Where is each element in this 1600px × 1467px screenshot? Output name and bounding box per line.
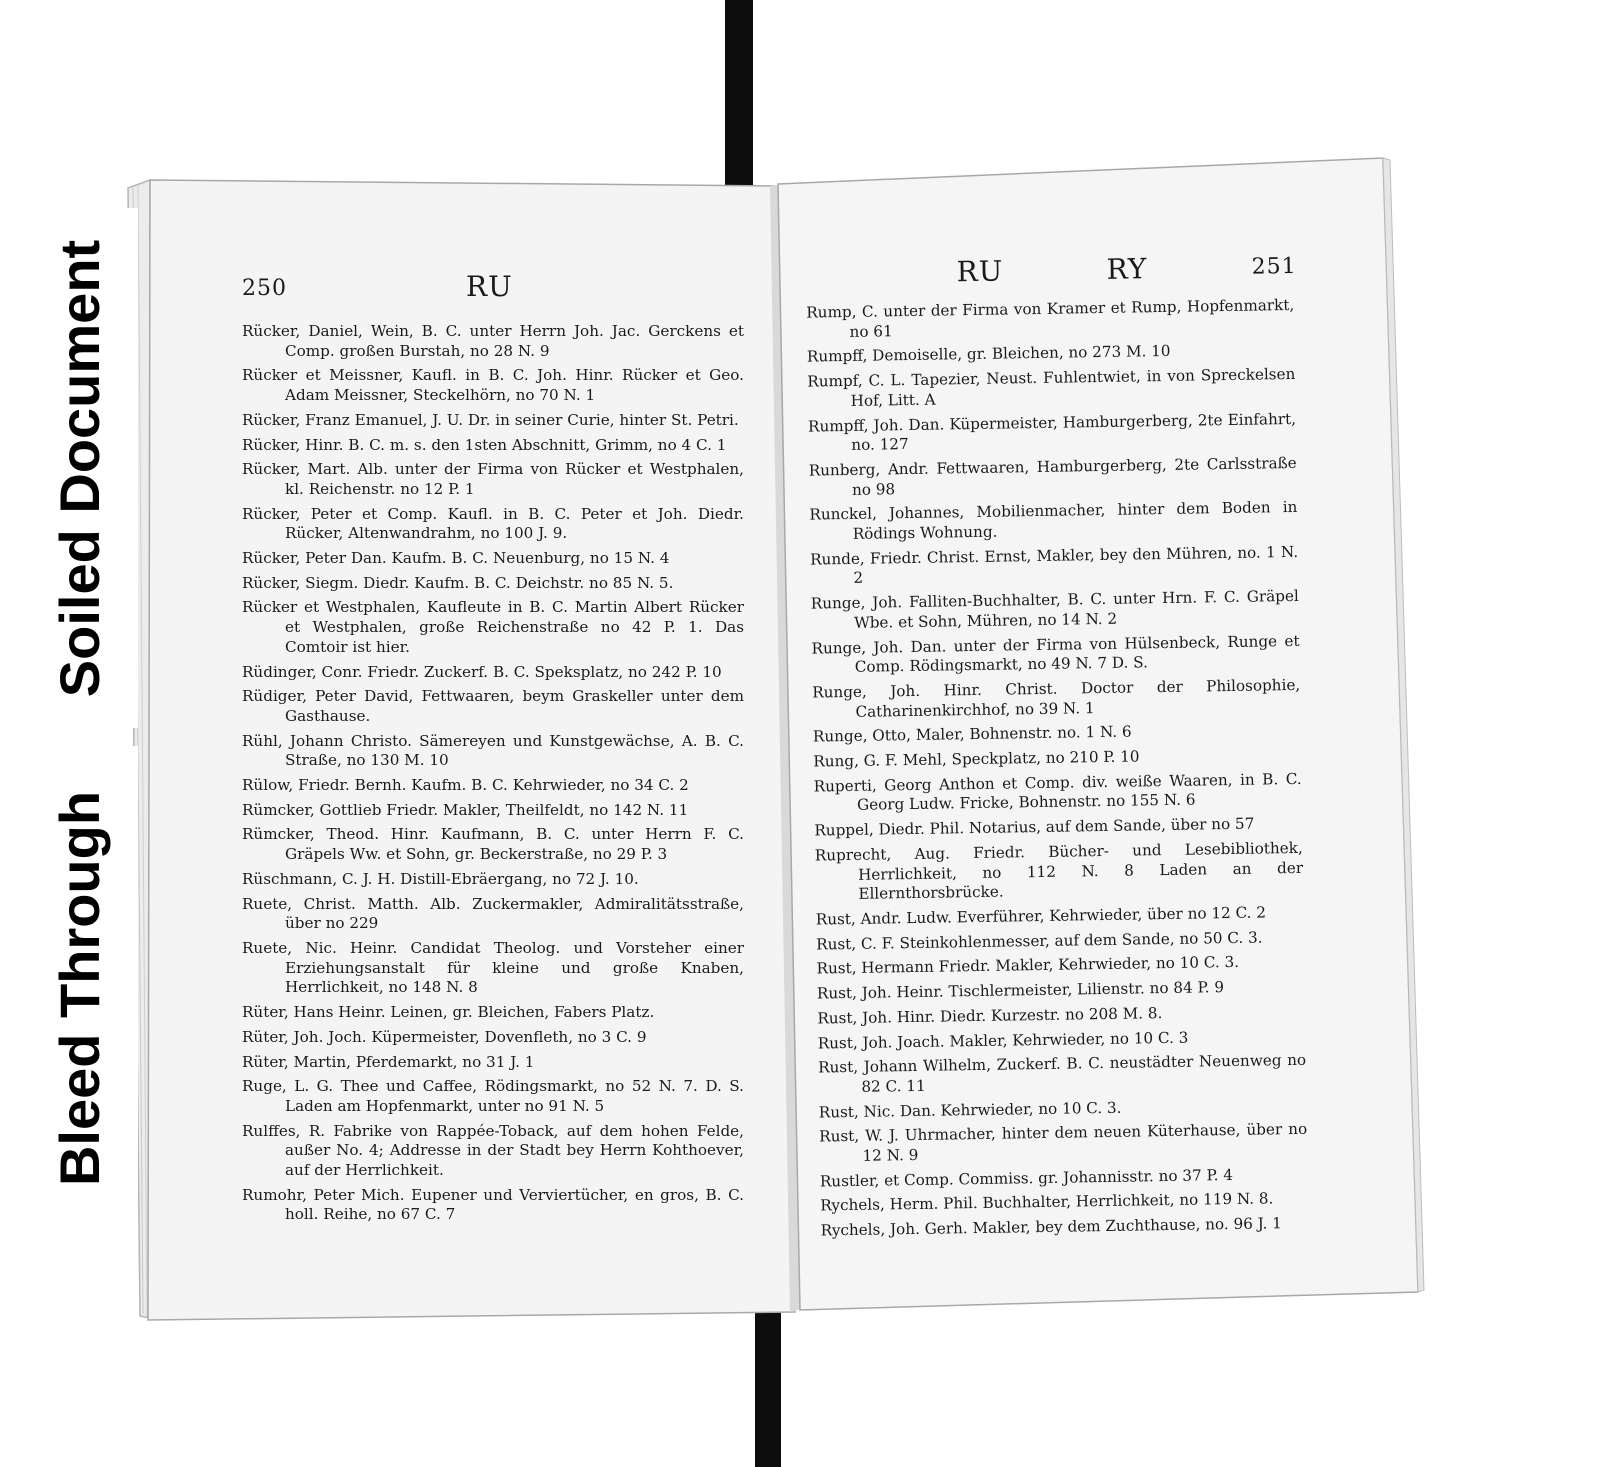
directory-entry: Rücker, Franz Emanuel, J. U. Dr. in seiner Curie, hinter St. Petri. (242, 410, 739, 429)
directory-entry: Rüdinger, Conr. Friedr. Zuckerf. B. C. Speksplatz, no 242 P. 10 (242, 662, 722, 681)
directory-entry: Rücker, Hinr. B. C. m. s. den 1sten Abschnitt, Grimm, no 4 C. 1 (242, 435, 727, 454)
directory-entry: Rust, Hermann Friedr. Makler, Kehrwieder, no 10 C. 3. (816, 953, 1240, 978)
directory-entry: Rumpff, Demoiselle, gr. Bleichen, no 273 M. 10 (806, 342, 1171, 367)
bleed-through-text: Bleed Through (48, 790, 112, 1186)
directory-entry: Rump, C. unter der Firma von Kramer et Rump, Hopfenmarkt, no 61 (806, 295, 1295, 341)
right-running-header (781, 248, 1392, 298)
directory-entry: Rulffes, R. Fabrike von Rappée-Toback, auf dem hohen Felde, außer No. 4; Addresse in der Stadt bey Herrn Kohthoever, auf der Herrlichkeit. (242, 1121, 744, 1180)
directory-entry: Ruprecht, Aug. Friedr. Bücher- und Lesebibliothek, Herrlichkeit, no 112 N. 8 Laden an der Ellernthorsbrücke. (814, 838, 1304, 904)
directory-entry: Rust, Andr. Ludw. Everführer, Kehrwieder, über no 12 C. 2 (815, 903, 1267, 929)
directory-entry: Runge, Joh. Falliten-Buchhalter, B. C. unter Hrn. F. C. Gräpel Wbe. et Sohn, Mühren, no 14 N. 2 (810, 587, 1299, 632)
directory-entry: Rücker, Mart. Alb. unter der Firma von Rücker et Westphalen, kl. Reichenstr. no 12 P. 1 (242, 460, 744, 498)
directory-entry: Rüter, Joh. Joch. Küpermeister, Dovenfleth, no 3 C. 9 (242, 1027, 647, 1046)
directory-entry: Rümcker, Theod. Hinr. Kaufmann, B. C. unter Herrn F. C. Gräpels Ww. et Sohn, gr. Beckerstraße, no 29 P. 3 (242, 825, 744, 864)
directory-entry: Rülow, Friedr. Bernh. Kaufm. B. C. Kehrwieder, no 34 C. 2 (242, 776, 689, 795)
directory-entry: Rüter, Martin, Pferdemarkt, no 31 J. 1 (242, 1052, 535, 1071)
directory-entry: Rücker, Peter et Comp. Kaufl. in B. C. Peter et Joh. Diedr. Rücker, Altenwandrahm, no 100 J. 9. (242, 504, 744, 543)
directory-entry: Rüter, Hans Heinr. Leinen, gr. Bleichen, Fabers Platz. (242, 1003, 655, 1022)
directory-entry: Rüschmann, C. J. H. Distill-Ebräergang, no 72 J. 10. (242, 869, 639, 888)
directory-entry: Runge, Otto, Maler, Bohnenstr. no. 1 N. 6 (812, 722, 1132, 746)
directory-entry: Runde, Friedr. Christ. Ernst, Makler, bey den Mühren, no. 1 N. 2 (810, 542, 1299, 588)
directory-entry: Ruperti, Georg Anthon et Comp. div. weiße Waaren, in B. C. Georg Ludw. Fricke, Bohnenstr. no 155 N. 6 (813, 769, 1302, 815)
bleed-through-label (22, 746, 138, 1230)
directory-entry: Rung, G. F. Mehl, Speckplatz, no 210 P. 10 (813, 747, 1140, 771)
directory-entry: Rust, W. J. Uhrmacher, hinter dem neuen Küterhause, über no 12 N. 9 (819, 1120, 1308, 1165)
right-page-number: 251 (1251, 253, 1297, 280)
directory-entry: Rustler, et Comp. Commiss. gr. Johannisstr. no 37 P. 4 (819, 1165, 1234, 1191)
directory-entry: Rumohr, Peter Mich. Eupener und Verviertücher, en gros, B. C. holl. Reihe, no 67 C. 7 (242, 1185, 744, 1224)
directory-entry: Runge, Joh. Hinr. Christ. Doctor der Philosophie, Catharinenkirchhof, no 39 N. 1 (812, 675, 1301, 721)
directory-entry: Rust, Joh. Hinr. Diedr. Kurzestr. no 208 M. 8. (817, 1003, 1163, 1028)
directory-entry: Rüdiger, Peter David, Fettwaaren, beym Graskeller unter dem Gasthause. (242, 687, 744, 725)
directory-entry: Rücker, Siegm. Diedr. Kaufm. B. C. Deichstr. no 85 N. 5. (242, 573, 674, 592)
directory-entry: Rücker et Westphalen, Kaufleute in B. C. Martin Albert Rücker et Westphalen, große Reichenstraße no 42 P. 1. Das Comtoir ist hier. (242, 598, 744, 656)
directory-entry: Rümcker, Gottlieb Friedr. Makler, Theilfeldt, no 142 N. 11 (242, 800, 689, 819)
directory-entry: Rücker et Meissner, Kaufl. in B. C. Joh. Hinr. Rücker et Geo. Adam Meissner, Steckelhörn, no 70 N. 1 (242, 366, 744, 405)
right-entry-list (806, 296, 1309, 1246)
directory-entry: Rumpf, C. L. Tapezier, Neust. Fuhlentwiet, in von Spreckelsen Hof, Litt. A (807, 365, 1296, 410)
right-page (780, 158, 1408, 1307)
left-entry-list (242, 322, 744, 1230)
directory-entry: Rust, C. F. Steinkohlenmesser, auf dem Sande, no 50 C. 3. (816, 928, 1263, 954)
directory-entry: Ruete, Nic. Heinr. Candidat Theolog. und Vorsteher einer Erziehungsanstalt für kleine und große Knaben, Herrlichkeit, no 148 N. 8 (242, 938, 744, 997)
directory-entry: Runge, Joh. Dan. unter der Firma von Hülsenbeck, Runge et Comp. Rödingsmarkt, no 49 N. 7 D. S. (811, 631, 1300, 677)
directory-entry: Rust, Johann Wilhelm, Zuckerf. B. C. neustädter Neuenweg no 82 C. 11 (817, 1051, 1307, 1096)
directory-entry: Rücker, Daniel, Wein, B. C. unter Herrn Joh. Jac. Gerckens et Comp. großen Burstah, no 28 N. 9 (242, 322, 744, 360)
directory-entry: Runckel, Johannes, Mobilienmacher, hinter dem Boden in Rödings Wohnung. (809, 498, 1298, 543)
directory-entry: Rust, Joh. Joach. Makler, Kehrwieder, no 10 C. 3 (817, 1028, 1189, 1053)
directory-entry: Rumpff, Joh. Dan. Küpermeister, Hamburgerberg, 2te Einfahrt, no. 127 (807, 409, 1297, 455)
left-page (150, 182, 795, 1312)
soiled-document-text: Soiled Document (48, 239, 112, 697)
directory-entry: Ruge, L. G. Thee und Caffee, Rödingsmarkt, no 52 N. 7. D. S. Laden am Hopfenmarkt, unter no 91 N. 5 (242, 1077, 744, 1115)
binding-strap-bottom (755, 1300, 781, 1467)
directory-entry: Rychels, Joh. Gerh. Makler, bey dem Zuchthause, no. 96 J. 1 (820, 1214, 1283, 1240)
directory-entry: Runberg, Andr. Fettwaaren, Hamburgerberg, 2te Carlsstraße no 98 (808, 453, 1297, 499)
directory-entry: Rücker, Peter Dan. Kaufm. B. C. Neuenburg, no 15 N. 4 (242, 549, 670, 568)
directory-entry: Ruppel, Diedr. Phil. Notarius, auf dem Sande, über no 57 (814, 814, 1255, 840)
directory-entry: Rühl, Johann Christo. Sämereyen und Kunstgewächse, A. B. C. Straße, no 130 M. 10 (242, 731, 744, 770)
directory-entry: Rychels, Herm. Phil. Buchhalter, Herrlichkeit, no 119 N. 8. (820, 1189, 1274, 1215)
left-page-number: 250 (242, 276, 287, 301)
soiled-document-label (22, 208, 138, 728)
right-page-header-right: RY (1106, 252, 1148, 286)
right-page-header-left: RU (956, 254, 1004, 289)
directory-entry: Rust, Joh. Heinr. Tischlermeister, Lilienstr. no 84 P. 9 (816, 978, 1225, 1003)
left-page-header: RU (466, 270, 513, 303)
left-running-header (150, 270, 795, 310)
directory-entry: Rust, Nic. Dan. Kehrwieder, no 10 C. 3. (818, 1098, 1122, 1122)
directory-entry: Ruete, Christ. Matth. Alb. Zuckermakler, Admiralitätsstraße, über no 229 (242, 894, 744, 933)
